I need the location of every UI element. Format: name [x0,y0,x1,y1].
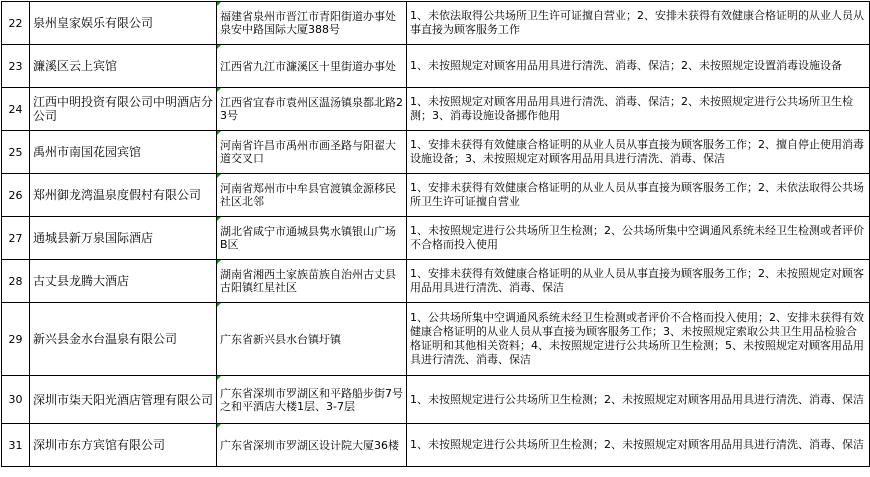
table-row [2,88,870,131]
address-cell: 江西省九江市濂溪区十里街道办事处 [217,45,407,88]
row-number: 23 [2,45,30,88]
row-number: 28 [2,260,30,303]
row-number: 30 [2,376,30,424]
row-number: 26 [2,174,30,217]
violations-cell: 1、未依法取得公共场所卫生许可证擅自营业；2、安排未获得有效健康合格证明的从业人员从事直接为顾客服务工作 [407,2,870,45]
company-name: 通城县新万泉国际酒店 [30,217,217,260]
address-cell: 福建省泉州市晋江市青阳街道办事处泉安中路国际大厦388号 [217,2,407,45]
row-number: 22 [2,2,30,45]
company-name: 新兴县金水台温泉有限公司 [30,303,217,376]
company-name: 泉州皇家娱乐有限公司 [30,2,217,45]
company-name: 深圳市东方宾馆有限公司 [30,424,217,467]
company-name: 江西中明投资有限公司中明酒店分公司 [30,88,217,131]
table-row [2,217,870,260]
address-cell: 广东省深圳市罗湖区设计院大厦36楼 [217,424,407,467]
violations-cell: 1、公共场所集中空调通风系统未经卫生检测或者评价不合格而投入使用；2、安排未获得有效健康合格证明的从业人员从事直接为顾客服务工作；3、未按照规定索取公共卫生用品检验合格证明和其他相关资料；4、未按照规定进行公共场所卫生检测；5、未按照规定对顾客用品用具进行清洗、消毒、保洁 [407,303,870,376]
violations-cell: 1、安排未获得有效健康合格证明的从业人员从事直接为顾客服务工作；2、擅自停止使用消毒设施设备；3、未按照规定对顾客用品用具进行清洗、消毒、保洁 [407,131,870,174]
violations-cell: 1、未按照规定对顾客用品用具进行清洗、消毒、保洁；2、未按照规定进行公共场所卫生检测；3、消毒设施设备挪作他用 [407,88,870,131]
row-number: 29 [2,303,30,376]
company-name: 郑州御龙湾温泉度假村有限公司 [30,174,217,217]
table-row [2,260,870,303]
address-cell: 江西省宜春市袁州区温汤镇泉都北路23号 [217,88,407,131]
address-cell: 河南省许昌市禹州市画圣路与阳翟大道交叉口 [217,131,407,174]
address-cell: 河南省郑州市中牟县官渡镇金源移民社区北邻 [217,174,407,217]
inspection-table [1,1,870,467]
violations-cell: 1、未按照规定进行公共场所卫生检测；2、未按照规定对顾客用品用具进行清洗、消毒、保洁 [407,376,870,424]
table-row [2,2,870,45]
company-name: 禹州市南国花园宾馆 [30,131,217,174]
row-number: 25 [2,131,30,174]
violations-cell: 1、安排未获得有效健康合格证明的从业人员从事直接为顾客服务工作；2、未依法取得公共场所卫生许可证擅自营业 [407,174,870,217]
company-name: 濂溪区云上宾馆 [30,45,217,88]
company-name: 古丈县龙腾大酒店 [30,260,217,303]
table-row [2,45,870,88]
table-row [2,131,870,174]
address-cell: 湖南省湘西土家族苗族自治州古丈县古阳镇红星社区 [217,260,407,303]
row-number: 24 [2,88,30,131]
row-number: 31 [2,424,30,467]
row-number: 27 [2,217,30,260]
address-cell: 广东省深圳市罗湖区和平路船步街7号之和平酒店大楼1层、3-7层 [217,376,407,424]
company-name: 深圳市柒天阳光酒店管理有限公司 [30,376,217,424]
address-cell: 广东省新兴县水台镇圩镇 [217,303,407,376]
violations-cell: 1、未按照规定对顾客用品用具进行清洗、消毒、保洁；2、未按照规定设置消毒设施设备 [407,45,870,88]
table-row [2,174,870,217]
violations-cell: 1、未按照规定进行公共场所卫生检测；2、未按照规定对顾客用品用具进行清洗、消毒、保洁 [407,424,870,467]
address-cell: 湖北省咸宁市通城县隽水镇银山广场B区 [217,217,407,260]
violations-cell: 1、未按照规定进行公共场所卫生检测；2、公共场所集中空调通风系统未经卫生检测或者评价不合格而投入使用 [407,217,870,260]
violations-cell: 1、安排未获得有效健康合格证明的从业人员从事直接为顾客服务工作；2、未按照规定对顾客用品用具进行清洗、消毒、保洁 [407,260,870,303]
table-row [2,303,870,376]
table-row [2,424,870,467]
table-row [2,376,870,424]
